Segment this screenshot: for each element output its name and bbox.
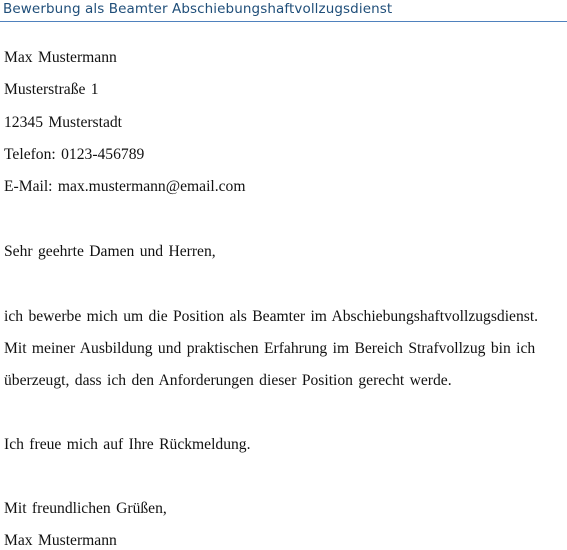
closing-line: Ich freue mich auf Ihre Rückmeldung. [4,436,251,453]
regards: Mit freundlichen Grüßen, [4,500,167,517]
signature: Max Mustermann [4,532,117,549]
sender-email: E-Mail: max.mustermann@email.com [4,178,246,195]
body-line-3: überzeugt, dass ich den Anforderungen dieser Position gerecht werde. [4,372,452,389]
body-line-1: ich bewerbe mich um die Position als Beamter im Abschiebungshaftvollzugsdienst. [4,308,539,325]
sender-street: Musterstraße 1 [4,81,99,98]
salutation: Sehr geehrte Damen und Herren, [4,243,216,260]
title-divider [0,21,567,22]
sender-phone: Telefon: 0123-456789 [4,146,145,163]
document-title: Bewerbung als Beamter Abschiebungshaftvollzugsdienst [3,1,393,17]
body-line-2: Mit meiner Ausbildung und praktischen Erfahrung im Bereich Strafvollzug bin ich [4,340,536,357]
sender-name: Max Mustermann [4,49,117,66]
sender-city: 12345 Musterstadt [4,114,123,131]
